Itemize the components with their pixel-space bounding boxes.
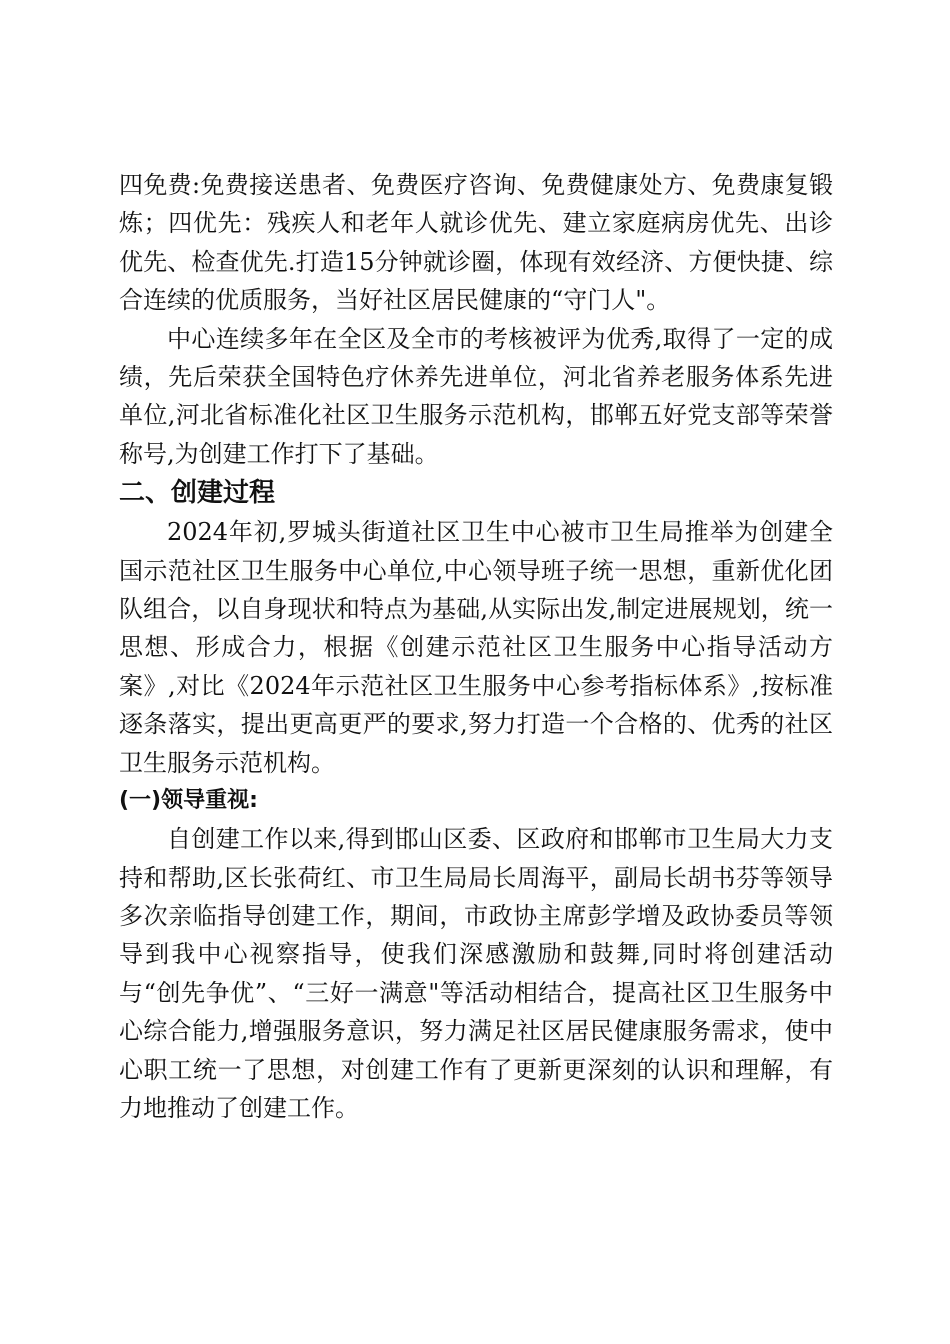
paragraph-process: 2024年初,罗城头街道社区卫生中心被市卫生局推举为创建全国示范社区卫生服务中心单位,中心领导班子统一思想，重新优化团队组合，以自身现状和特点为基础,从实际出发,制定进展规划，统一思想、形成合力，根据《创建示范社区卫生服务中心指导活动方案》,对比《2024年示范社区卫生服务中心参考指标体系》,按标准逐条落实，提出更高更严的要求,努力打造一个合格的、优秀的社区卫生服务示范机构。 xyxy=(119,518,833,777)
paragraph-honors: 中心连续多年在全区及全市的考核被评为优秀,取得了一定的成绩，先后荣获全国特色疗休养先进单位，河北省养老服务体系先进单位,河北省标准化社区卫生服务示范机构，邯郸五好党支部等荣誉称号,为创建工作打下了基础。 xyxy=(119,324,833,468)
paragraph-continued: 四免费:免费接送患者、免费医疗咨询、免费健康处方、免费康复锻炼；四优先：残疾人和老年人就诊优先、建立家庭病房优先、出诊优先、检查优先.打造15分钟就诊圈，体现有效经济、方便快捷、综合连续的优质服务，当好社区居民健康的“守门人"。 xyxy=(119,171,833,315)
section-heading-creation-process: 二、创建过程 xyxy=(119,478,276,509)
subsection-heading-leadership: (一)领导重视: xyxy=(119,788,258,814)
document-body xyxy=(119,166,833,1127)
paragraph-leadership: 自创建工作以来,得到邯山区委、区政府和邯郸市卫生局大力支持和帮助,区长张荷红、市卫生局局长周海平，副局长胡书芬等领导多次亲临指导创建工作，期间，市政协主席彭学增及政协委员等领导到我中心视察指导，使我们深感激励和鼓舞,同时将创建活动与“创先争优”、“三好一满意"等活动相结合，提高社区卫生服务中心综合能力,增强服务意识，努力满足社区居民健康服务需求，使中心职工统一了思想，对创建工作有了更新更深刻的认识和理解，有力地推动了创建工作。 xyxy=(119,825,833,1122)
